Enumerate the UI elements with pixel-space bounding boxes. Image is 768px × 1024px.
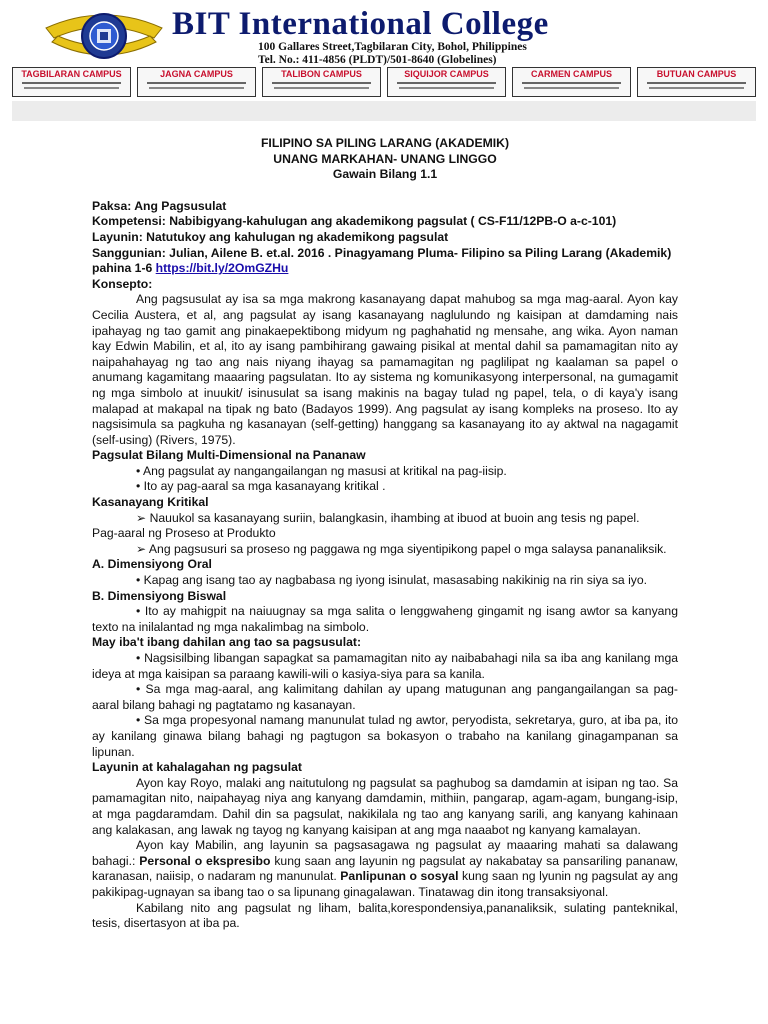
bullet-item: • Nagsisilbing libangan sapagkat sa pamamagitan nito ay naibabahagi nila sa iba ang kanilang mga ideya at mga kaisipan sa paraang kawili-wili o kasiya-siya para sa kanila.	[92, 651, 678, 681]
bullet-item: • Sa mga mag-aaral, ang kalimitang dahilan ay upang matugunan ang pangangailangan sa pag-aaral bilang bahagi ng pagtatamo ng kasanayan.	[92, 682, 678, 712]
reference-link[interactable]: https://bit.ly/2OmGZHu	[155, 261, 289, 276]
campus-box	[137, 67, 256, 97]
sanggunian-line: Sanggunian: Julian, Ailene B. et.al. 2016 . Pinagyamang Pluma- Filipino sa Piling Larang (Akademik)	[92, 245, 672, 260]
mabilin-paragraph	[92, 838, 678, 900]
campus-name: TAGBILARAN CAMPUS	[21, 69, 122, 79]
layunin-kahalagahan-heading: Layunin at kahalagahan ng pagsulat	[92, 760, 302, 775]
doc-title-quarter: UNANG MARKAHAN- UNANG LINGGO	[273, 151, 497, 166]
pahina-line	[92, 261, 678, 277]
campus-box	[387, 67, 506, 97]
personal-term: Personal o ekspresibo	[139, 853, 271, 868]
mabilin-text: kung saan ng lyunin ng pagsulat ay ang pakikipag-ugnayan sa ibang tao o sa lipunang ginagalawan. Tinatawag din itong transaksiyonal.	[92, 869, 679, 899]
konsepto-paragraph: Ang pagsusulat ay isa sa mga makrong kasanayang dapat mahubog sa mga mag-aaral. Ayon kay Cecilia Austera, et al, ang pagsulat ay isang kasanayang naglulundo ng kaisipan at damdaming nais ipahayag ng tao gamit ang pinakaepektibong midyum ng paghahatid ng mensahe, ang wika. Ayon naman kay Edwin Mabilin, et al, ito ay isang pambihirang gawaing pisikal at mental dahil sa pamamagitan nito ay naipahahayag ng tao ang nais niyang ihayag sa pamamagitan ng paglilipat ng kaalaman sa papel o anumang kagamitang maaaring pagsulatan. Ito ay sistema ng komunikasyong interpersonal, na gumagamit ng mga simbolo at inuukit/ isinusulat sa isang makinis na bagay tulad ng papel, tela, o di kaya'y isang malapad at makapal na tipak ng bato (Badayos 1999). Ang pagsulat ay isang kompleks na proseso. Ito ay nagsisimula sa pagkuha ng kasanayan (self-getting) hanggang sa kasanayang ito ay aktwal na nagagamit (self-using) (Rivers, 1975).	[92, 292, 678, 447]
dahilan-heading: May iba't ibang dahilan ang tao sa pagsusulat:	[92, 635, 362, 650]
konsepto-heading: Konsepto:	[92, 276, 153, 291]
campus-name: JAGNA CAMPUS	[160, 69, 233, 79]
college-address: 100 Gallares Street,Tagbilaran City, Bohol, Philippines	[258, 41, 527, 53]
campus-box	[637, 67, 756, 97]
campus-box	[512, 67, 631, 97]
campus-row	[12, 67, 756, 97]
college-seal-logo	[42, 8, 166, 66]
kompetensi-line	[92, 214, 678, 230]
campus-name: BUTUAN CAMPUS	[656, 69, 737, 79]
mabilin-text: Ayon kay Mabilin, ang layunin sa pagsasagawa ng pagsulat ay maaaring mahati sa dalawang bahagi.:	[92, 838, 678, 868]
kritikal-heading: Kasanayang Kritikal	[92, 495, 209, 510]
mabilin-text: kung saan ang layunin ng pagsulat ay nakabatay sa pansariling pananaw, karanasan, naiisip, o nadaram ng manunulat.	[92, 853, 678, 884]
header-banner-strip	[12, 101, 756, 121]
bullet-item: • Ito ay mahigpit na naiuugnay sa mga salita o lenggwaheng gingamit ng isang awtor sa kanyang texto na inilalantad ng mga nakalimbag na simbolo.	[92, 604, 678, 634]
multi-dimensional-heading: Pagsulat Bilang Multi-Dimensional na Pananaw	[92, 448, 366, 463]
paksa-line: Paksa: Ang Pagsusulat	[92, 198, 227, 213]
arrow-item: ➢ Nauukol sa kasanayang suriin, balangkasin, ihambing at ibuod at buoin ang tesis ng papel.	[136, 510, 640, 525]
oral-heading: A. Dimensiyong Oral	[92, 557, 212, 572]
campus-name: TALIBON CAMPUS	[281, 69, 362, 79]
bullet-item: • Ang pagsulat ay nangangailangan ng masusi at kritikal na pag-iisip.	[136, 463, 507, 478]
arrow-item: ➢ Ang pagsusuri sa proseso ng paggawa ng mga siyentipikong papel o mga salaysa pananaliksik.	[136, 541, 667, 556]
campus-box	[262, 67, 381, 97]
layunin-line: Layunin: Natutukoy ang kahulugan ng akademikong pagsulat	[92, 229, 449, 244]
college-telephone: Tel. No.: 411-4856 (PLDT)/501-8640 (Globelines)	[258, 54, 497, 66]
panlipunan-term: Panlipunan o sosyal	[340, 869, 459, 884]
doc-title-activity: Gawain Bilang 1.1	[332, 167, 438, 182]
campus-name: SIQUIJOR CAMPUS	[404, 69, 489, 79]
pahina-text: pahina 1-6	[92, 261, 156, 276]
kompetensi-code: ( CS-F11/12PB-O a-c-101)	[467, 214, 617, 229]
doc-title-subject: FILIPINO SA PILING LARANG (AKADEMIK)	[260, 136, 510, 150]
campus-name: CARMEN CAMPUS	[531, 69, 612, 79]
college-name: BIT International College	[172, 6, 549, 42]
royo-paragraph: Ayon kay Royo, malaki ang naitutulong ng pagsulat sa paghubog sa damdamin at isipan ng tao. Sa pamamagitan nito, naipahayag niya ang kanyang damdamin, mithiin, pangarap, agam-agam, bungang-isip, at mga pagdaramdam. Dahil din sa pagsulat, nakikilala ng tao ang kanyang sarili, ang kanyang kahinaan ang kalakasan, ang lawak ng tayog ng kanyang kaisipan at ang mga naaabot ng kanyang kamalayan.	[92, 775, 678, 837]
bullet-item: • Ito ay pag-aaral sa mga kasanayang kritikal .	[136, 479, 386, 494]
campus-box	[12, 67, 131, 97]
kompetensi-text: Kompetensi: Nabibigyang-kahulugan ang akademikong pagsulat	[92, 214, 468, 229]
bullet-item: • Kapag ang isang tao ay nagbabasa ng iyong isinulat, masasabing nakikinig na rin siya sa iyo.	[136, 573, 648, 588]
bullet-item: • Sa mga propesyonal namang manunulat tulad ng awtor, peryodista, sekretarya, guro, at iba pa, ito ay kanilang ginawa bilang bahagi ng pagtugon sa bokasyon o trabaho na kanilang ginagampanan sa lipunan.	[92, 713, 678, 759]
document-body	[92, 136, 678, 932]
pagaaral-line: Pag-aaral ng Proseso at Produkto	[92, 526, 276, 541]
closing-paragraph: Kabilang nito ang pagsulat ng liham, balita,korespondensiya,pananaliksik, sulating panteknikal, tesis, disertasyon at iba pa.	[92, 900, 678, 931]
biswal-heading: B. Dimensiyong Biswal	[92, 588, 227, 603]
letterhead	[0, 0, 768, 124]
